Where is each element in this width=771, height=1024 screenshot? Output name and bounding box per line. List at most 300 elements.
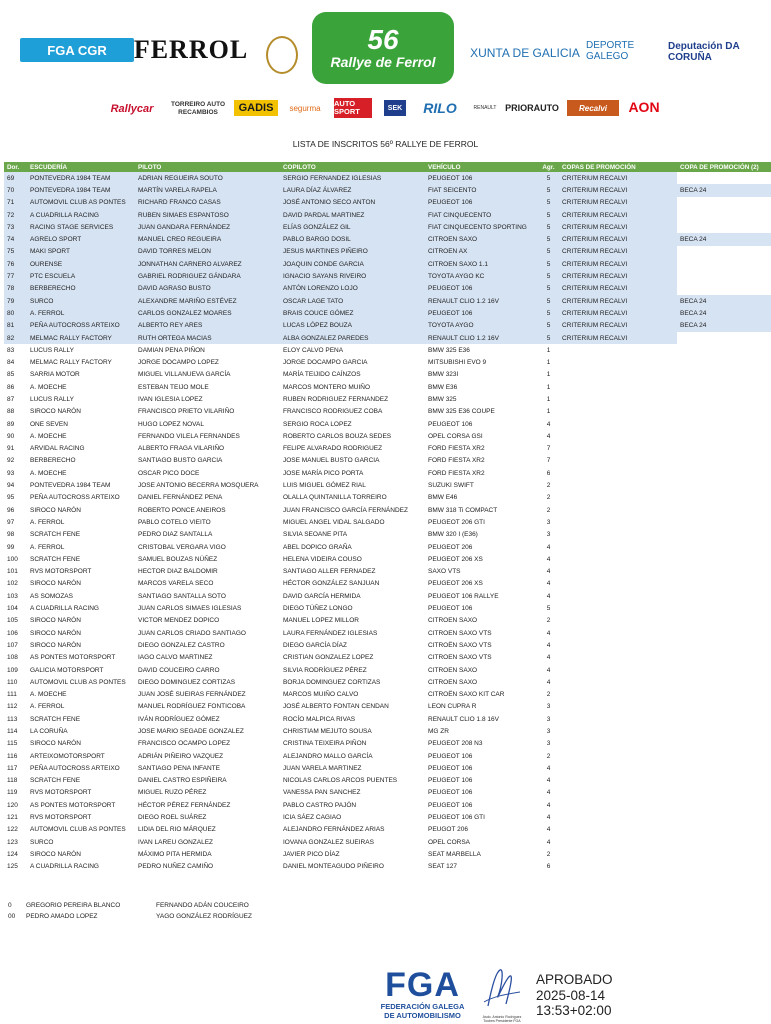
codriver-cell: FRANCISCO RODRIGUEZ COBA: [283, 408, 383, 416]
codriver-cell: JOSE MARÍA PICO PORTA: [283, 469, 364, 477]
driver-cell: MARCOS VARELA SECO: [138, 580, 214, 588]
driver-cell: JUAN JOSÉ SUEIRAS FERNÁNDEZ: [138, 691, 246, 699]
cup2-cell: [677, 824, 771, 836]
col-copa2: COPA DE PROMOCIÓN (2): [677, 162, 771, 172]
reserve-codriver: YAGO GONZÁLEZ RODRÍGUEZ: [156, 913, 252, 920]
dorsal-cell: 114: [7, 728, 18, 735]
dorsal-cell: 76: [4, 258, 27, 270]
table-row: [4, 467, 771, 479]
cup2-cell: [677, 566, 771, 578]
codriver-cell: JUAN VARELA MARTINEZ: [283, 764, 362, 772]
cup-cell: [559, 824, 677, 836]
agr-cell: 5: [538, 184, 559, 196]
cup2-cell: [677, 762, 771, 774]
codriver-cell: OLALLA QUINTANILLA TORREIRO: [283, 494, 387, 502]
agr-cell: 5: [538, 320, 559, 332]
driver-cell: JOSE MARIO SEGADE GONZALEZ: [138, 728, 244, 735]
team-cell: A. MOECHE: [30, 383, 67, 391]
cup-cell: [559, 479, 677, 491]
driver-cell: ADRIÁN PIÑEIRO VAZQUEZ: [138, 752, 224, 760]
agr-cell: 5: [538, 246, 559, 258]
dorsal-cell: 106: [7, 629, 18, 637]
team-cell: SARRIA MOTOR: [30, 371, 80, 379]
xunta-logo: XUNTA DE GALICIA: [470, 45, 580, 60]
driver-cell: MANUEL CREO REGUEIRA: [135, 233, 280, 245]
driver-cell: JUAN CARLOS SIMAES IGLESIAS: [138, 605, 242, 613]
cup-cell: [559, 787, 677, 799]
car-cell: FIAT CINQUECENTO: [425, 209, 538, 221]
reserve-codriver: FERNANDO ADÁN COUCEIRO: [156, 902, 249, 909]
table-row: [4, 455, 771, 467]
table-row: [4, 332, 771, 344]
car-cell: CITROËN SAXO VTS: [428, 641, 492, 649]
table-row: [4, 602, 771, 614]
cup-cell: [559, 344, 677, 356]
rallye-ferrol-logo: [312, 12, 454, 84]
dorsal-cell: 86: [7, 383, 15, 391]
dorsal-cell: 124: [7, 850, 18, 858]
car-cell: FORD FIESTA XR2: [428, 469, 485, 477]
cup2-cell: [677, 246, 771, 258]
driver-cell: DAMIAN PENA PIÑON: [138, 346, 205, 354]
dorsal-cell: 119: [7, 789, 18, 797]
team-cell: A. MOECHE: [30, 469, 67, 477]
cup-cell: [559, 578, 677, 590]
approved-time: 13:53+02:00: [536, 1003, 612, 1018]
cup2-cell: [677, 172, 771, 184]
table-row: [4, 553, 771, 565]
agr-cell: 1: [546, 383, 551, 391]
cup2-cell: BECA 24: [677, 233, 771, 245]
cup2-cell: [677, 541, 771, 553]
agr-cell: 4: [546, 764, 551, 772]
driver-cell: MANUEL RODRÍGUEZ FONTICOBA: [138, 703, 246, 711]
president-signature: [478, 966, 526, 1022]
car-cell: PEUGEOT 206 GTI: [428, 518, 485, 526]
agr-cell: 4: [546, 826, 551, 834]
car-cell: SEAT 127: [428, 863, 458, 871]
aon-logo: AON: [628, 99, 660, 115]
agr-cell: 4: [546, 641, 551, 649]
car-cell: TOYOTA AYGO: [425, 320, 538, 332]
car-cell: CITROEN SAXO VTS: [428, 654, 492, 662]
codriver-cell: RUBEN RODRIGUEZ FERNANDEZ: [283, 395, 389, 403]
dorsal-cell: 109: [7, 666, 18, 674]
reserves-list: [8, 902, 252, 924]
codriver-cell: JUAN FRANCISCO GARCÍA FERNÁNDEZ: [283, 506, 408, 514]
car-cell: BMW E46: [428, 494, 458, 502]
table-row: [4, 836, 771, 848]
dorsal-cell: 125: [7, 863, 18, 871]
cup-cell: [559, 406, 677, 418]
driver-cell: FERNANDO VILELA FERNANDES: [138, 432, 240, 440]
team-cell: RVS MOTORSPORT: [30, 568, 92, 576]
cup-cell: [559, 775, 677, 787]
car-cell: SUZUKI SWIFT: [428, 482, 474, 490]
driver-cell: JONNATHAN CARNERO ALVAREZ: [135, 258, 280, 270]
table-row: [4, 184, 771, 196]
car-cell: PEUGEOT 106: [428, 789, 473, 797]
dorsal-cell: 90: [7, 432, 15, 440]
driver-cell: JORGE DOCAMPO LOPEZ: [138, 359, 219, 367]
car-cell: BMW 320 I (E36): [428, 531, 478, 539]
table-row: [4, 516, 771, 528]
driver-cell: PABLO COTELO VIEITO: [138, 518, 211, 526]
team-cell: SIROCO NARÓN: [30, 580, 81, 588]
codriver-cell: IGNACIO SAYANS RIVEIRO: [280, 270, 425, 282]
cup2-cell: BECA 24: [677, 320, 771, 332]
driver-cell: GABRIEL RODRIGUEZ GÁNDARA: [135, 270, 280, 282]
codriver-cell: CRISTINA TEIXEIRA PIÑON: [283, 740, 367, 748]
dorsal-cell: 78: [4, 283, 27, 295]
driver-cell: DIEGO ROEL SUÁREZ: [138, 814, 207, 822]
team-cell: A. FERROL: [30, 543, 65, 551]
car-cell: PEUGEOT 206: [428, 543, 473, 551]
cup2-cell: BECA 24: [677, 295, 771, 307]
dorsal-cell: 117: [7, 764, 18, 772]
col-agr: Agr.: [538, 162, 559, 172]
table-row: [4, 848, 771, 860]
table-row: [4, 393, 771, 405]
cup-cell: [559, 602, 677, 614]
agr-cell: 5: [538, 172, 559, 184]
car-cell: PEUGEOT 106 RALLYE: [428, 592, 499, 600]
car-cell: BMW 323I: [428, 371, 459, 379]
car-cell: BMW 325 E36 COUPE: [428, 408, 495, 416]
table-row: [4, 811, 771, 823]
table-row: [4, 824, 771, 836]
table-row: [4, 295, 771, 307]
sponsor-logos-top: [0, 8, 771, 80]
car-cell: TOYOTA AYGO KC: [425, 270, 538, 282]
codriver-cell: CHRISTIAM MEJUTO SOUSA: [283, 728, 372, 735]
table-row: [4, 369, 771, 381]
gadis-logo: GADIS: [234, 100, 278, 116]
codriver-cell: MARCOS MONTERO MUIÑO: [283, 383, 371, 391]
driver-cell: DIEGO GONZALEZ CASTRO: [138, 641, 225, 649]
agr-cell: 1: [546, 371, 551, 379]
dorsal-cell: 107: [7, 641, 18, 649]
cup2-cell: [677, 627, 771, 639]
table-row: [4, 861, 771, 873]
cup-cell: [559, 356, 677, 368]
cup-cell: [559, 615, 677, 627]
agr-cell: 4: [546, 666, 551, 674]
driver-cell: DANIEL FERNÁNDEZ PENA: [138, 494, 223, 502]
rally-name: Rallye de Ferrol: [330, 54, 436, 70]
dorsal-cell: 70: [4, 184, 27, 196]
cup2-cell: [677, 713, 771, 725]
agr-cell: 2: [546, 617, 551, 625]
codriver-cell: ELÍAS GONZÁLEZ GIL: [280, 221, 425, 233]
fga-name-line1: FEDERACIÓN GALEGA: [380, 1002, 465, 1011]
team-cell: SCRATCH FENE: [30, 777, 81, 785]
cup-cell: [559, 713, 677, 725]
cup-cell: [559, 701, 677, 713]
cup-cell: [559, 627, 677, 639]
codriver-cell: MARCOS MUIÑO CALVO: [283, 691, 359, 699]
cup-cell: [559, 738, 677, 750]
team-cell: ONE SEVEN: [30, 420, 68, 428]
driver-cell: ALBERTO REY ARES: [135, 320, 280, 332]
car-cell: BMW 325: [428, 395, 457, 403]
cup2-cell: [677, 615, 771, 627]
driver-cell: JUAN CARLOS CRIADO SANTIAGO: [138, 629, 246, 637]
rilo-logo: RILO: [423, 100, 457, 116]
cup2-cell: [677, 209, 771, 221]
table-row: [4, 258, 771, 270]
dorsal-cell: 71: [4, 197, 27, 209]
fga-logo-mark: FGA: [385, 966, 460, 1004]
cup2-cell: [677, 283, 771, 295]
cup-cell: CRITERIUM RECALVI: [559, 197, 677, 209]
cup-cell: [559, 541, 677, 553]
codriver-cell: BRAIS COUCE GÓMEZ: [280, 307, 425, 319]
car-cell: FORD FIESTA XR2: [428, 445, 485, 453]
table-row: [4, 479, 771, 491]
codriver-cell: ALBA GONZALEZ PAREDES: [280, 332, 425, 344]
team-cell: SIROCO NARÓN: [30, 629, 81, 637]
table-row: [4, 529, 771, 541]
codriver-cell: SERGIO FERNANDEZ IGLESIAS: [280, 172, 425, 184]
cup-cell: [559, 836, 677, 848]
car-cell: CITROEN SAXO: [428, 666, 478, 674]
driver-cell: DAVID COUCEIRO CARRO: [138, 666, 220, 674]
agr-cell: 4: [546, 654, 551, 662]
cup2-cell: [677, 516, 771, 528]
table-row: [4, 492, 771, 504]
team-cell: A CUADRILLA RACING: [27, 209, 135, 221]
agr-cell: 4: [546, 678, 551, 686]
col-escuderia: ESCUDERÍA: [27, 162, 135, 172]
team-cell: A CUADRILLA RACING: [30, 863, 99, 871]
driver-cell: FRANCISCO OCAMPO LOPEZ: [138, 740, 231, 748]
codriver-cell: ICIA SÁEZ CAGIAO: [283, 814, 342, 822]
driver-cell: DANIEL CASTRO ESPIÑEIRA: [138, 777, 227, 785]
agr-cell: 4: [546, 777, 551, 785]
agr-cell: 1: [546, 359, 551, 367]
table-row: [4, 233, 771, 245]
table-row: [4, 738, 771, 750]
car-cell: FIAT SEICENTO: [425, 184, 538, 196]
driver-cell: LIDIA DEL RIO MÁRQUEZ: [138, 826, 216, 834]
driver-cell: MIGUEL VILLANUEVA GARCÍA: [138, 371, 231, 379]
dorsal-cell: 112: [7, 703, 18, 711]
car-cell: PEUGEOT 106: [425, 307, 538, 319]
codriver-cell: ROCÍO MALPICA RIVAS: [283, 715, 356, 723]
dorsal-cell: 97: [7, 518, 15, 526]
dorsal-cell: 123: [7, 838, 18, 846]
driver-cell: HUGO LOPEZ NOVAL: [138, 420, 204, 428]
dorsal-cell: 122: [7, 826, 18, 834]
cup-cell: [559, 799, 677, 811]
dorsal-cell: 115: [7, 740, 18, 748]
cup-cell: CRITERIUM RECALVI: [559, 332, 677, 344]
autosport-logo: AUTO SPORT: [334, 98, 372, 118]
codriver-cell: HÉCTOR GONZÁLEZ SANJUAN: [283, 580, 380, 588]
agr-cell: 5: [538, 295, 559, 307]
agr-cell: 5: [538, 307, 559, 319]
agr-cell: 4: [546, 801, 551, 809]
table-row: [4, 713, 771, 725]
car-cell: PEUGEOT 206 XS: [428, 555, 483, 563]
codriver-cell: JOSE MANUEL BUSTO GARCIA: [283, 457, 380, 465]
codriver-cell: LUCAS LÓPEZ BOUZA: [280, 320, 425, 332]
driver-cell: IVAN LAREU GONZALEZ: [138, 838, 214, 846]
reserve-driver: GREGORIO PEREIRA BLANCO: [26, 902, 121, 909]
dorsal-cell: 91: [7, 445, 15, 453]
table-row: [4, 701, 771, 713]
cup-cell: CRITERIUM RECALVI: [559, 246, 677, 258]
agr-cell: 6: [546, 469, 551, 477]
cup-cell: [559, 393, 677, 405]
driver-cell: IVÁN RODRÍGUEZ GÓMEZ: [138, 715, 220, 723]
dorsal-cell: 105: [7, 617, 18, 625]
table-row: [4, 566, 771, 578]
table-row: [4, 541, 771, 553]
cup-cell: [559, 566, 677, 578]
cup-cell: [559, 750, 677, 762]
car-cell: LEON CUPRA R: [428, 703, 477, 711]
car-cell: PEUGEOT 106: [428, 752, 473, 760]
team-cell: SCRATCH FENE: [30, 555, 81, 563]
table-row: [4, 270, 771, 282]
dorsal-cell: 72: [4, 209, 27, 221]
table-row: [4, 307, 771, 319]
car-cell: PEUGEOT 106: [425, 197, 538, 209]
dorsal-cell: 79: [4, 295, 27, 307]
table-row: [4, 578, 771, 590]
entries-body: [4, 172, 771, 873]
codriver-cell: IOVANA GONZALEZ SUEIRAS: [283, 838, 374, 846]
car-cell: CITROEN SAXO VTS: [428, 629, 492, 637]
table-row: [4, 775, 771, 787]
codriver-cell: ELOY CALVO PENA: [283, 346, 344, 354]
driver-cell: RUBEN SIMAES ESPANTOSO: [135, 209, 280, 221]
cup2-cell: [677, 221, 771, 233]
codriver-cell: DIEGO TÚÑEZ LONGO: [283, 605, 353, 613]
signature-scribble: [478, 966, 526, 1010]
team-cell: SCRATCH FENE: [30, 715, 81, 723]
table-row: [4, 197, 771, 209]
codriver-cell: HELENA VIDEIRA COUSO: [283, 555, 362, 563]
cup2-cell: [677, 369, 771, 381]
codriver-cell: LAURA DÍAZ ÁLVAREZ: [280, 184, 425, 196]
cup2-cell: [677, 787, 771, 799]
cup-cell: CRITERIUM RECALVI: [559, 270, 677, 282]
cup-cell: CRITERIUM RECALVI: [559, 209, 677, 221]
agr-cell: 2: [546, 506, 551, 514]
car-cell: PEUGEOT 106: [425, 172, 538, 184]
dorsal-cell: 80: [4, 307, 27, 319]
codriver-cell: BORJA DOMINGUEZ CORTIZAS: [283, 678, 381, 686]
team-cell: SURCO: [27, 295, 135, 307]
driver-cell: SANTIAGO PENA INFANTE: [138, 764, 220, 772]
team-cell: BERBERECHO: [27, 283, 135, 295]
driver-cell: SAMUEL BOUZAS NÚÑEZ: [138, 555, 218, 563]
driver-cell: IAGO CALVO MARTINEZ: [138, 654, 213, 662]
agr-cell: 5: [538, 270, 559, 282]
agr-cell: 3: [546, 518, 551, 526]
dorsal-cell: 110: [7, 678, 18, 686]
signature-caption: Asdo. Antonio Rodríguez Toubes Presidente FGA: [482, 1015, 522, 1023]
car-cell: OPEL CORSA GSI: [428, 432, 483, 440]
cup-cell: CRITERIUM RECALVI: [559, 184, 677, 196]
team-cell: GALICIA MOTORSPORT: [30, 666, 104, 674]
cup2-cell: [677, 750, 771, 762]
table-row: [4, 430, 771, 442]
agr-cell: 7: [546, 457, 551, 465]
cup2-cell: [677, 270, 771, 282]
cup2-cell: [677, 553, 771, 565]
cup2-cell: [677, 701, 771, 713]
agr-cell: 3: [546, 715, 551, 723]
car-cell: FIAT CINQUECENTO SPORTING: [425, 221, 538, 233]
driver-cell: PEDRO NUÑEZ CAMIÑO: [138, 863, 214, 871]
table-row: [4, 172, 771, 184]
dorsal-cell: 84: [7, 359, 15, 367]
codriver-cell: VANESSA PAN SANCHEZ: [283, 789, 361, 797]
team-cell: PEÑA AUTOCROSS ARTEIXO: [30, 494, 120, 502]
dorsal-cell: 120: [7, 801, 18, 809]
entry-list-table: [4, 162, 771, 873]
codriver-cell: NICOLAS CARLOS ARCOS PUENTES: [283, 777, 398, 785]
team-cell: BERBERECHO: [30, 457, 76, 465]
cup-cell: [559, 492, 677, 504]
cup-cell: [559, 504, 677, 516]
car-cell: RENAULT CLIO 1.2 16V: [425, 332, 538, 344]
renault-logo: RENAULT: [473, 105, 497, 111]
agr-cell: 1: [546, 408, 551, 416]
col-copiloto: COPILOTO: [280, 162, 425, 172]
car-cell: FORD FIESTA XR2: [428, 457, 485, 465]
team-cell: AS PONTES MOTORSPORT: [30, 654, 116, 662]
table-row: [4, 688, 771, 700]
cup-cell: CRITERIUM RECALVI: [559, 172, 677, 184]
dorsal-cell: 116: [7, 752, 18, 760]
dorsal-cell: 108: [7, 654, 18, 662]
car-cell: CITROEN SAXO: [425, 233, 538, 245]
driver-cell: HÉCTOR PÉREZ FERNÁNDEZ: [138, 801, 231, 809]
cup-cell: CRITERIUM RECALVI: [559, 307, 677, 319]
car-cell: CITROEN SAXO: [428, 617, 478, 625]
cup2-cell: [677, 836, 771, 848]
team-cell: PONTEVEDRA 1984 TEAM: [27, 184, 135, 196]
table-row: [4, 443, 771, 455]
table-row: [4, 246, 771, 258]
fga-footer-logo: [375, 968, 470, 1020]
driver-cell: CARLOS GONZALEZ MOARES: [135, 307, 280, 319]
driver-cell: OSCAR PICO DOCE: [138, 469, 200, 477]
cup2-cell: [677, 381, 771, 393]
page-title: LISTA DE INSCRITOS 56º RALLYE DE FERROL: [292, 139, 479, 149]
driver-cell: SANTIAGO BUSTO GARCIA: [138, 457, 223, 465]
car-cell: PEUGEOT 106: [428, 420, 473, 428]
ferrol-logo: FERROL: [133, 35, 249, 64]
agr-cell: 5: [546, 605, 551, 613]
car-cell: PEUGEOT 206 XS: [428, 580, 483, 588]
reserve-number: 00: [8, 913, 16, 920]
table-row: [4, 652, 771, 664]
agr-cell: 1: [546, 395, 551, 403]
table-row: [4, 221, 771, 233]
car-cell: BMW E36: [428, 383, 458, 391]
agr-cell: 3: [546, 531, 551, 539]
dorsal-cell: 77: [4, 270, 27, 282]
dorsal-cell: 92: [7, 457, 15, 465]
driver-cell: ESTEBAN TEIJO MOLE: [138, 383, 209, 391]
team-cell: PTC ESCUELA: [27, 270, 135, 282]
